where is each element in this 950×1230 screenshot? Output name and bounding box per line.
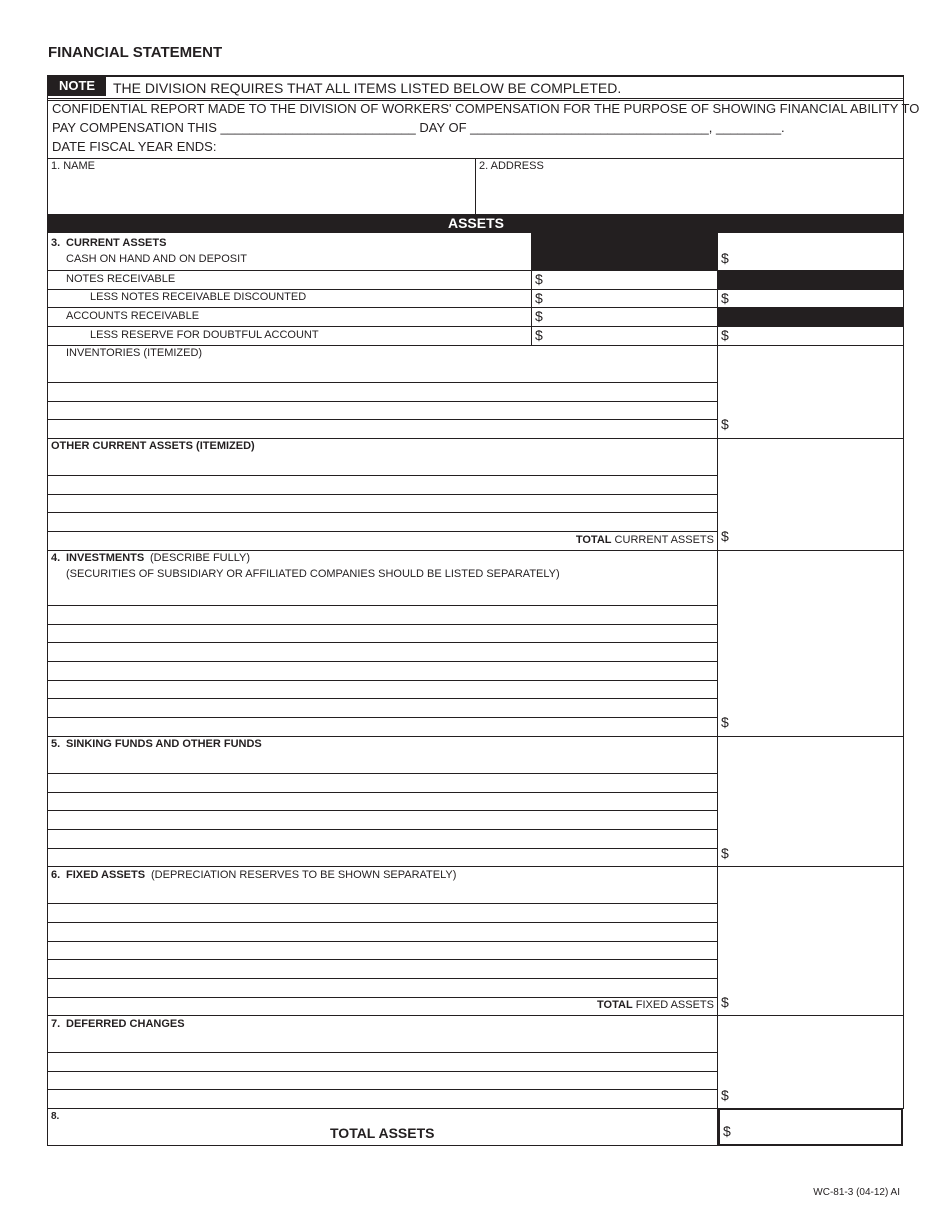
section-3-number: 3. [51, 237, 61, 249]
net-notes-dollar: $ [721, 290, 729, 306]
confidential-text-line2: PAY COMPENSATION THIS ___________________________ DAY OF _________________________________, _________. [52, 120, 785, 135]
note-label: NOTE [48, 76, 106, 96]
less-reserve-dollar: $ [535, 327, 543, 343]
total-assets-dollar: $ [723, 1123, 731, 1139]
less-notes-discounted-label: LESS NOTES RECEIVABLE DISCOUNTED [90, 291, 307, 303]
total-fixed-assets-dollar: $ [721, 994, 729, 1010]
address-label: 2. ADDRESS [479, 160, 544, 172]
net-accounts-dollar: $ [721, 327, 729, 343]
form-code: WC-81-3 (04-12) AI [813, 1187, 900, 1198]
section-5-number: 5. [51, 738, 61, 750]
section-4-number: 4. [51, 552, 61, 564]
deferred-changes-title: DEFERRED CHANGES [66, 1018, 185, 1030]
name-label: 1. NAME [51, 160, 96, 172]
investments-describe: (DESCRIBE FULLY) [150, 552, 251, 564]
fixed-assets-title: FIXED ASSETS [66, 869, 146, 881]
name-field[interactable] [48, 172, 474, 212]
confidential-text-line1: CONFIDENTIAL REPORT MADE TO THE DIVISION OF WORKERS' COMPENSATION FOR THE PURPOSE OF SHOWING FINANCIAL ABILITY TO [52, 101, 920, 116]
accounts-receivable-dollar: $ [535, 308, 543, 324]
assets-header: ASSETS [48, 214, 904, 233]
total-current-assets-label: TOTAL CURRENT ASSETS [575, 534, 714, 546]
fiscal-year-label: DATE FISCAL YEAR ENDS: [52, 139, 217, 154]
sinking-funds-title: SINKING FUNDS AND OTHER FUNDS [66, 738, 262, 750]
less-notes-dollar: $ [535, 290, 543, 306]
cash-label: CASH ON HAND AND ON DEPOSIT [66, 253, 247, 265]
page-title: FINANCIAL STATEMENT [48, 44, 223, 61]
investments-dollar: $ [721, 714, 729, 730]
notes-receivable-label: NOTES RECEIVABLE [66, 273, 176, 285]
inventories-dollar: $ [721, 416, 729, 432]
section-6-number: 6. [51, 869, 61, 881]
current-assets-title: CURRENT ASSETS [66, 237, 167, 249]
total-current-assets-dollar: $ [721, 528, 729, 544]
total-fixed-assets-label: TOTAL FIXED ASSETS [597, 999, 714, 1011]
deferred-changes-dollar: $ [721, 1087, 729, 1103]
investments-note: (SECURITIES OF SUBSIDIARY OR AFFILIATED COMPANIES SHOULD BE LISTED SEPARATELY) [66, 568, 560, 580]
section-8-number: 8. [51, 1111, 60, 1122]
total-assets-label: TOTAL ASSETS [330, 1125, 435, 1141]
cash-dollar: $ [721, 250, 729, 266]
notes-receivable-dollar: $ [535, 271, 543, 287]
accounts-receivable-label: ACCOUNTS RECEIVABLE [66, 310, 200, 322]
address-field[interactable] [476, 172, 902, 212]
section-7-number: 7. [51, 1018, 61, 1030]
sinking-funds-dollar: $ [721, 845, 729, 861]
note-text: THE DIVISION REQUIRES THAT ALL ITEMS LISTED BELOW BE COMPLETED. [113, 80, 622, 96]
other-current-assets-label: OTHER CURRENT ASSETS (ITEMIZED) [51, 440, 255, 452]
inventories-label: INVENTORIES (ITEMIZED) [66, 347, 203, 359]
investments-title: INVESTMENTS [66, 552, 145, 564]
less-reserve-label: LESS RESERVE FOR DOUBTFUL ACCOUNT [90, 329, 319, 341]
total-assets-box[interactable] [718, 1108, 903, 1146]
fixed-assets-note: (DEPRECIATION RESERVES TO BE SHOWN SEPARATELY) [151, 869, 457, 881]
